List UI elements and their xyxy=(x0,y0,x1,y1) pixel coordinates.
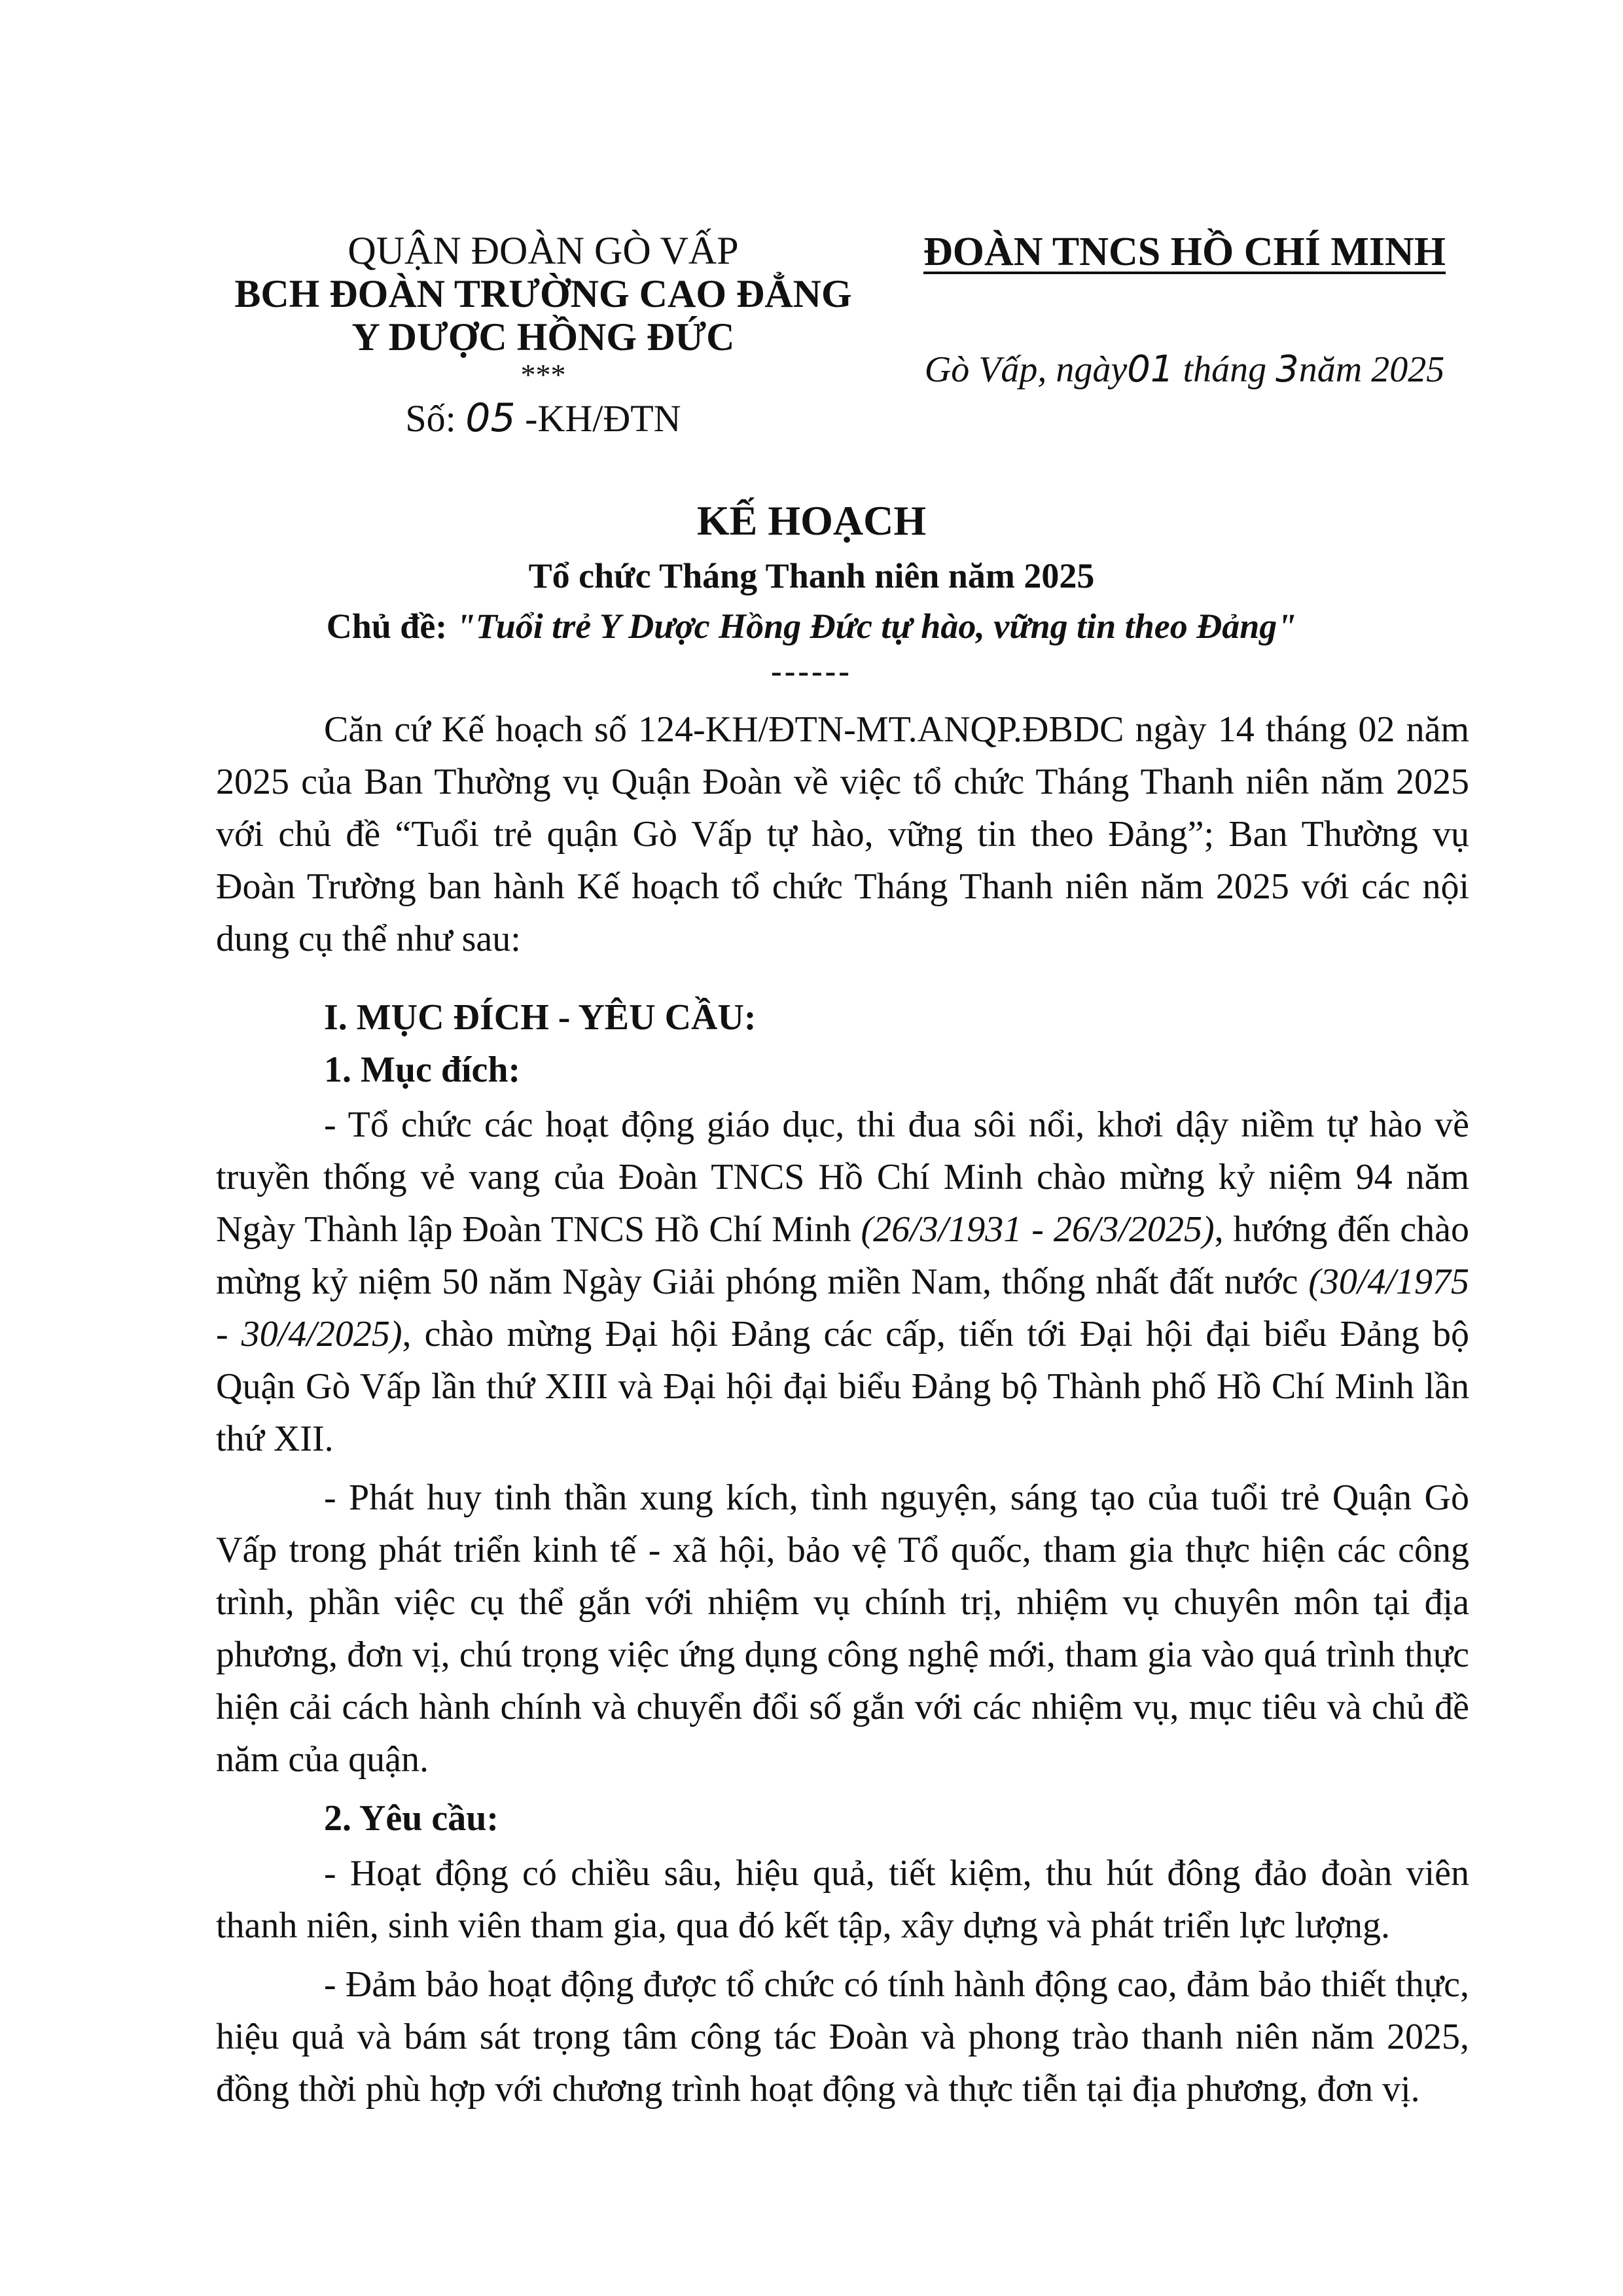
document-heading: KẾ HOẠCH xyxy=(696,497,927,544)
date-year: năm 2025 xyxy=(1298,349,1445,390)
purpose-text-e: , chào mừng Đại hội Đảng các cấp, tiến tới Đại hội đại biểu Đảng bộ Quận Gò Vấp lần thứ XIII và Đại hội đại biểu Đảng bộ Thành phố Hồ Chí Minh lần thứ XII. xyxy=(216,1314,1469,1459)
union-name: ĐOÀN TNCS HỒ CHÍ MINH xyxy=(923,230,1446,274)
number-value-handwritten: 05 xyxy=(465,395,516,441)
requirements-paragraph-1: - Hoạt động có chiều sâu, hiệu quả, tiết kiệm, thu hút đông đảo đoàn viên thanh niên, sinh viên tham gia, qua đó kết tập, xây dựng và phát triển lực lượng. xyxy=(216,1853,1469,1946)
parent-org-name: QUẬN ĐOÀN GÒ VẤP xyxy=(348,229,739,272)
org-name-line1: BCH ĐOÀN TRƯỜNG CAO ĐẲNG xyxy=(234,272,852,315)
stars-separator: *** xyxy=(520,358,566,391)
document-subtitle: Tổ chức Tháng Thanh niên năm 2025 xyxy=(528,556,1095,595)
purpose-text-c: , hướng đến chào mừng kỷ niệm 50 năm Ngày Giải phóng miền Nam, thống nhất đất nước xyxy=(216,1209,1469,1302)
document-body xyxy=(216,703,1469,2122)
org-name-line2: Y DƯỢC HỒNG ĐỨC xyxy=(351,315,735,359)
date-month-handwritten: 3 xyxy=(1275,348,1299,391)
requirements-paragraph-2: - Đảm bảo hoạt động được tổ chức có tính hành động cao, đảm bảo thiết thực, hiệu quả và bám sát trọng tâm công tác Đoàn và phong trào thanh niên năm 2025, đồng thời phù hợp với chương trình hoạt động và thực tiễn tại địa phương, đơn vị. xyxy=(216,1964,1469,2110)
date-place: Gò Vấp, ngày xyxy=(924,349,1128,390)
issuing-authority-block xyxy=(216,229,870,442)
intro-paragraph: Căn cứ Kế hoạch số 124-KH/ĐTN-MT.ANQP.ĐBDC ngày 14 tháng 02 năm 2025 của Ban Thường vụ Quận Đoàn về việc tổ chức Tháng Thanh niên năm 2025 với chủ đề “Tuổi trẻ quận Gò Vấp tự hào, vững tin theo Đảng”; Ban Thường vụ Đoàn Trường ban hành Kế hoạch tổ chức Tháng Thanh niên năm 2025 với các nội dung cụ thể như sau: xyxy=(216,709,1469,959)
date-month-word: tháng xyxy=(1183,349,1267,390)
number-prefix: Số: xyxy=(405,397,456,440)
date-day-handwritten: 01 xyxy=(1127,348,1174,391)
title-separator: ------ xyxy=(771,652,852,689)
subsection-heading-purpose: 1. Mục đích: xyxy=(324,1050,521,1090)
purpose-paragraph-1 xyxy=(216,1099,1469,1465)
document-number xyxy=(216,395,870,442)
number-suffix: -KH/ĐTN xyxy=(525,397,681,440)
purpose-text-a: - Tổ chức các hoạt động giáo dục, thi đua sôi nổi, khơi dậy niềm tự hào về truyền thống vẻ vang của Đoàn TNCS Hồ Chí Minh chào mừng kỷ niệm 94 năm Ngày Thành lập Đoàn TNCS Hồ Chí Minh xyxy=(216,1104,1469,1250)
union-header-block xyxy=(906,229,1463,393)
document-theme xyxy=(0,605,1623,647)
purpose-date-range-2: (30/4/1975 - 30/4/2025) xyxy=(216,1262,1469,1354)
subsection-heading-requirements: 2. Yêu cầu: xyxy=(324,1798,499,1839)
section-heading-1: I. MỤC ĐÍCH - YÊU CẦU: xyxy=(324,997,757,1038)
theme-text: "Tuổi trẻ Y Dược Hồng Đức tự hào, vững tin theo Đảng" xyxy=(455,607,1297,646)
purpose-paragraph-2: - Phát huy tinh thần xung kích, tình nguyện, sáng tạo của tuổi trẻ Quận Gò Vấp trong phát triển kinh tế - xã hội, bảo vệ Tổ quốc, tham gia thực hiện các công trình, phần việc cụ thể gắn với nhiệm vụ chính trị, nhiệm vụ chuyên môn tại địa phương, đơn vị, chú trọng việc ứng dụng công nghệ mới, tham gia vào quá trình thực hiện cải cách hành chính và chuyển đổi số gắn với các nhiệm vụ, mục tiêu và chủ đề năm của quận. xyxy=(216,1477,1469,1780)
purpose-date-range-1: (26/3/1931 - 26/3/2025) xyxy=(861,1209,1215,1250)
document-date xyxy=(906,347,1463,393)
theme-label: Chủ đề: xyxy=(326,607,448,646)
